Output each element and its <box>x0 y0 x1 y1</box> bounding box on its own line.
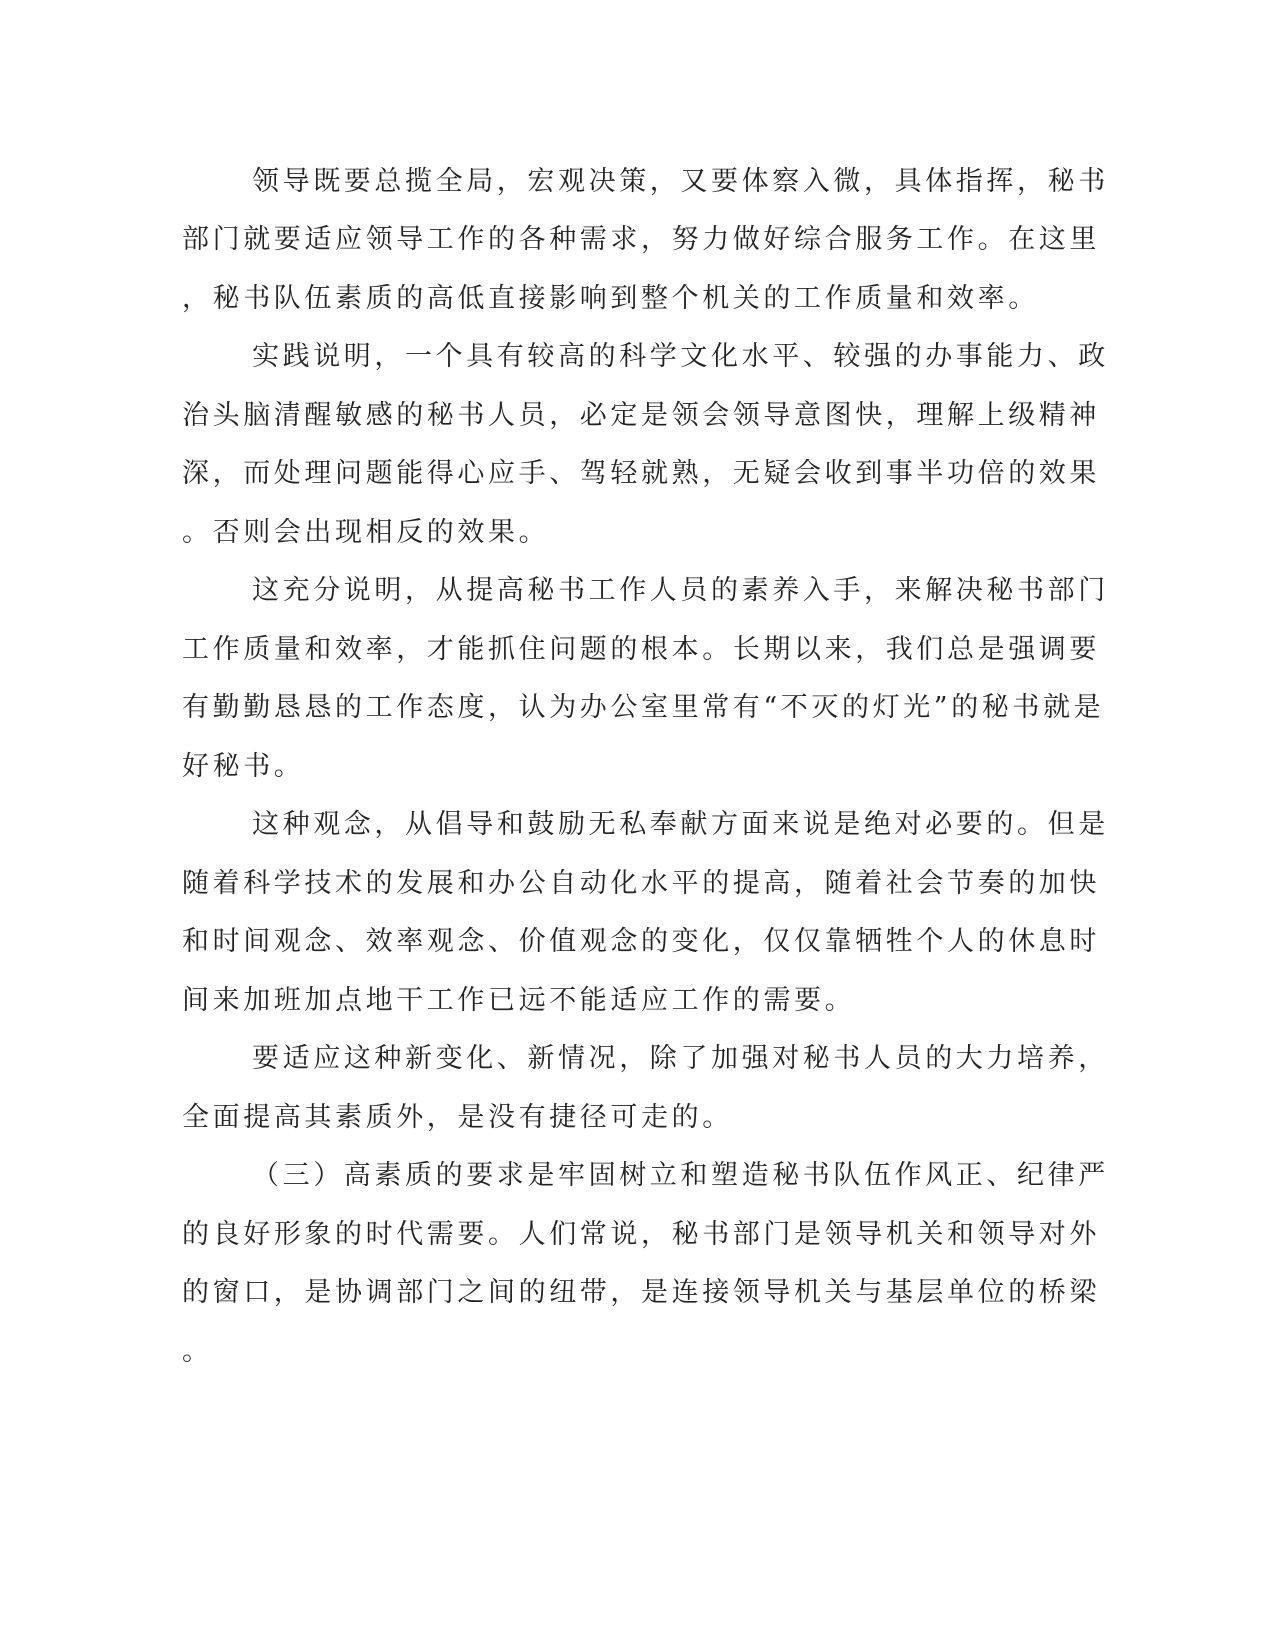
text-line: 这种观念，从倡导和鼓励无私奉献方面来说是绝对必要的。但是 <box>252 809 1109 840</box>
text-line: 。否则会出现相反的效果。 <box>182 517 550 548</box>
text-line: 工作质量和效率，才能抓住问题的根本。长期以来，我们总是强调要 <box>182 634 1100 665</box>
text-line: 和时间观念、效率观念、价值观念的变化，仅仅靠牺牲个人的休息时 <box>182 926 1100 957</box>
text-line: 部门就要适应领导工作的各种需求，努力做好综合服务工作。在这里 <box>182 224 1100 255</box>
text-line: 间来加班加点地干工作已远不能适应工作的需要。 <box>182 985 856 1016</box>
text-line: 深，而处理问题能得心应手、驾轻就熟，无疑会收到事半功倍的效果 <box>182 458 1100 489</box>
text-line: ，秘书队伍素质的高低直接影响到整个机关的工作质量和效率。 <box>182 283 1039 314</box>
text-line: 的窗口，是协调部门之间的纽带，是连接领导机关与基层单位的桥梁 <box>182 1277 1100 1308</box>
text-line: （三）高素质的要求是牢固树立和塑造秘书队伍作风正、纪律严 <box>252 1160 1109 1191</box>
text-line: 随着科学技术的发展和办公自动化水平的提高，随着社会节奏的加快 <box>182 868 1100 899</box>
text-line: 治头脑清醒敏感的秘书人员，必定是领会领导意图快，理解上级精神 <box>182 400 1100 431</box>
text-line: 。 <box>182 1336 213 1367</box>
text-line: 全面提高其素质外，是没有捷径可走的。 <box>182 1102 733 1133</box>
text-line: 这充分说明，从提高秘书工作人员的素养入手，来解决秘书部门 <box>252 575 1109 606</box>
text-line: 好秘书。 <box>182 751 305 782</box>
text-line: 有勤勤恳恳的工作态度，认为办公室里常有“不灭的灯光”的秘书就是 <box>182 692 1105 723</box>
text-line: 实践说明，一个具有较高的科学文化水平、较强的办事能力、政 <box>252 341 1109 372</box>
text-line: 领导既要总揽全局，宏观决策，又要体察入微，具体指挥，秘书 <box>252 166 1109 197</box>
text-line: 要适应这种新变化、新情况，除了加强对秘书人员的大力培养， <box>252 1043 1109 1074</box>
text-line: 的良好形象的时代需要。人们常说，秘书部门是领导机关和领导对外 <box>182 1219 1100 1250</box>
